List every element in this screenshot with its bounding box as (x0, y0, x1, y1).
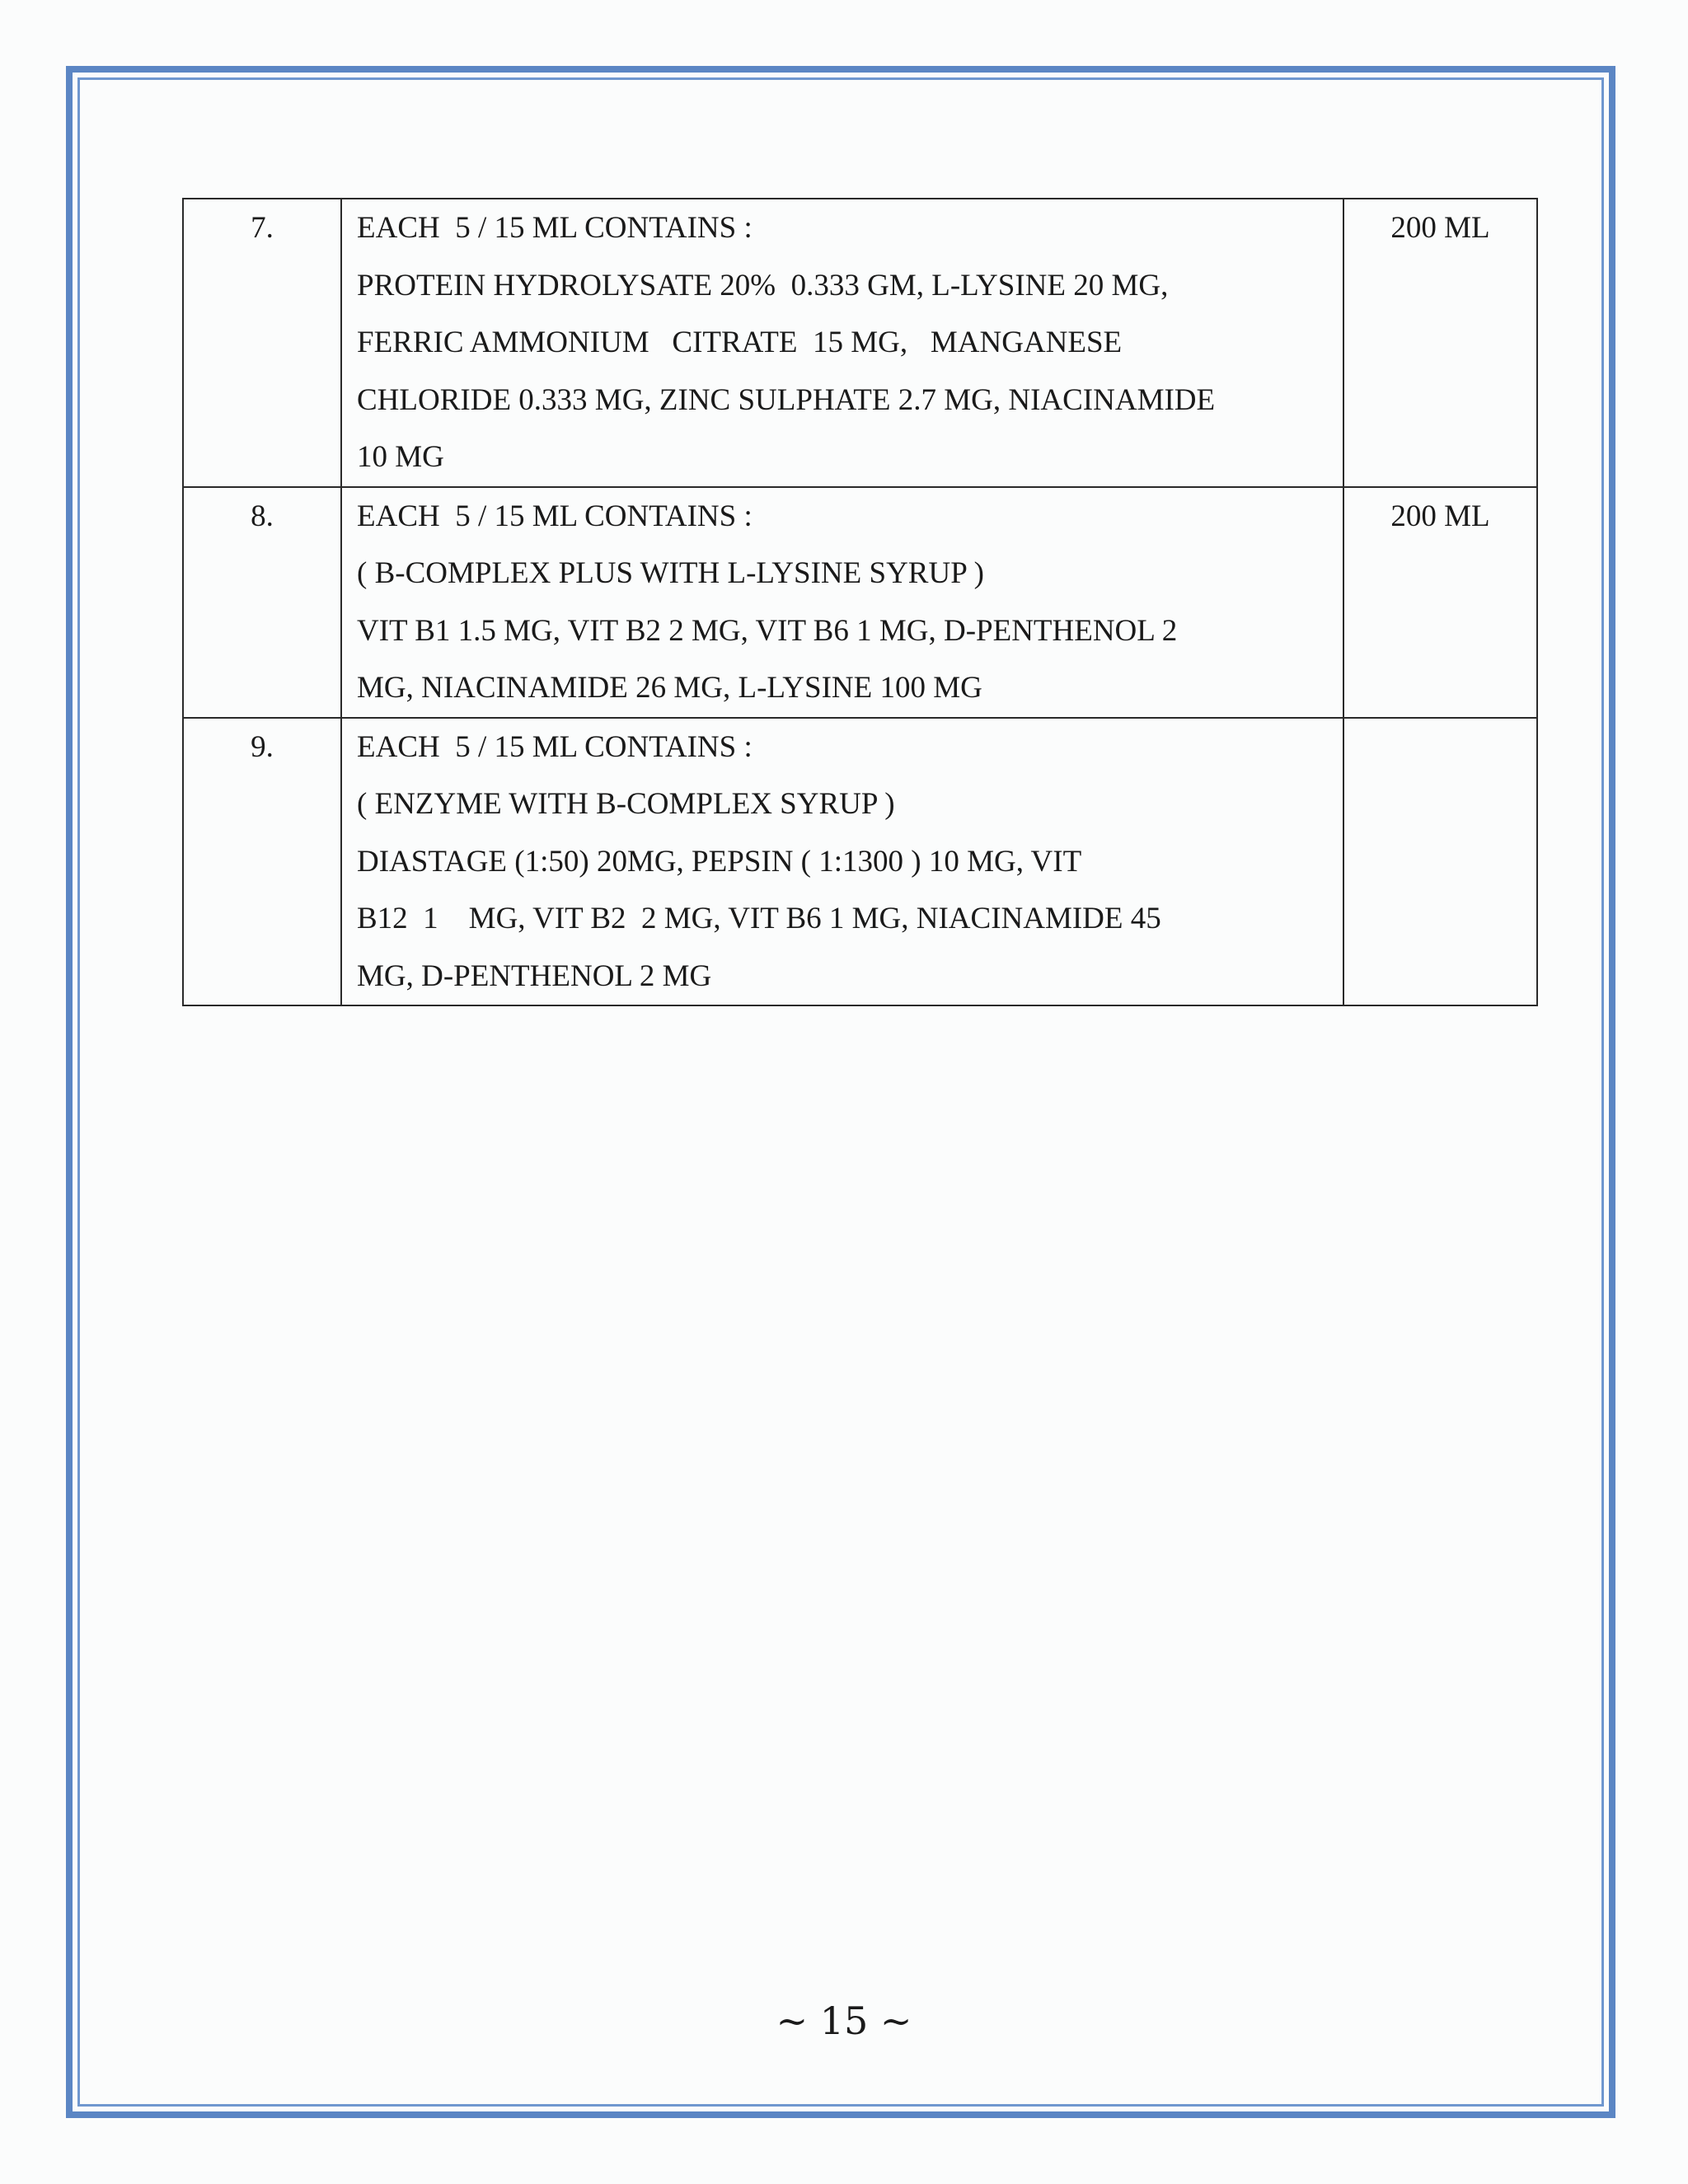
description-line: 10 MG (357, 440, 444, 474)
description-line: EACH 5 / 15 ML CONTAINS : (357, 499, 753, 533)
description-line: FERRIC AMMONIUM CITRATE 15 MG, MANGANESE (357, 326, 1123, 359)
page-number: ~ 15 ~ (776, 1999, 912, 2043)
row-quantity (1343, 718, 1537, 1006)
row-quantity: 200 ML (1343, 199, 1537, 487)
description-line: ( B-COMPLEX PLUS WITH L-LYSINE SYRUP ) (357, 556, 984, 590)
table-row (183, 487, 1537, 718)
row-description (341, 199, 1343, 487)
row-number: 7. (183, 199, 341, 487)
table-row (183, 718, 1537, 1006)
description-line: MG, D-PENTHENOL 2 MG (357, 958, 712, 993)
row-number: 9. (183, 718, 341, 1006)
row-quantity: 200 ML (1343, 487, 1537, 718)
description-line: ( ENZYME WITH B-COMPLEX SYRUP ) (357, 787, 895, 821)
table-row (183, 199, 1537, 487)
row-description (341, 487, 1343, 718)
description-line: VIT B1 1.5 MG, VIT B2 2 MG, VIT B6 1 MG, D-PENTHENOL 2 (357, 613, 1178, 648)
description-line: B12 1 MG, VIT B2 2 MG, VIT B6 1 MG, NIACINAMIDE 45 (357, 902, 1161, 935)
row-number: 8. (183, 487, 341, 718)
description-line: EACH 5 / 15 ML CONTAINS : (357, 211, 753, 245)
description-line: MG, NIACINAMIDE 26 MG, L-LYSINE 100 MG (357, 671, 982, 705)
description-line: DIASTAGE (1:50) 20MG, PEPSIN ( 1:1300 ) 10 MG, VIT (357, 844, 1082, 879)
description-line: EACH 5 / 15 ML CONTAINS : (357, 729, 753, 764)
description-line: PROTEIN HYDROLYSATE 20% 0.333 GM, L-LYSINE 20 MG, (357, 268, 1169, 302)
product-spec-table (182, 198, 1538, 1006)
description-line: CHLORIDE 0.333 MG, ZINC SULPHATE 2.7 MG, NIACINAMIDE (357, 382, 1216, 417)
row-description (341, 718, 1343, 1006)
